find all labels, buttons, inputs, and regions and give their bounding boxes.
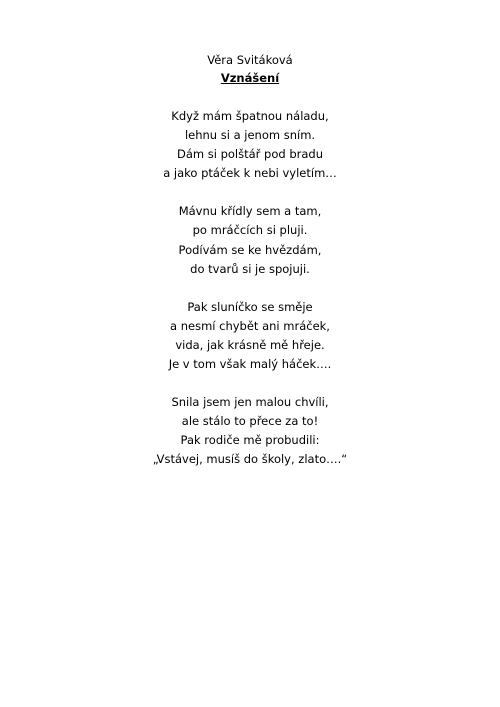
poem-line: Pak rodiče mě probudili: xyxy=(180,433,320,448)
poem-title: Vznášení xyxy=(220,71,280,85)
stanza xyxy=(0,202,500,278)
poem-line: „Vstávej, musíš do školy, zlato….“ xyxy=(152,452,348,467)
poem-line: Snila jsem jen malou chvíli, xyxy=(171,395,329,410)
stanza xyxy=(0,298,500,374)
poem-line: lehnu si a jenom sním. xyxy=(184,128,316,143)
poem-line: Mávnu křídly sem a tam, xyxy=(178,204,322,219)
poem-line: Když mám špatnou náladu, xyxy=(171,109,329,123)
stanza xyxy=(0,107,500,183)
poem-line: ale stálo to přece za to! xyxy=(181,414,319,429)
stanza xyxy=(0,393,500,469)
poem-line: a nesmí chybět ani mráček, xyxy=(170,318,330,333)
poem-line: po mráčcích si pluji. xyxy=(192,223,308,238)
poem-line: do tvarů si je spojuji. xyxy=(190,261,310,276)
poem-line: Podívám se ke hvězdám, xyxy=(178,242,322,257)
poem-author: Věra Svitáková xyxy=(207,53,293,67)
poem-line: Je v tom však malý háček…. xyxy=(168,357,332,372)
poem-line: vida, jak krásně mě hřeje. xyxy=(175,337,325,352)
poem-line: Pak sluníčko se směje xyxy=(187,299,313,314)
poem-line: a jako ptáček k nebi vyletím… xyxy=(163,166,337,181)
poem-line: Dám si polštář pod bradu xyxy=(176,147,324,162)
poem-body xyxy=(0,107,500,489)
